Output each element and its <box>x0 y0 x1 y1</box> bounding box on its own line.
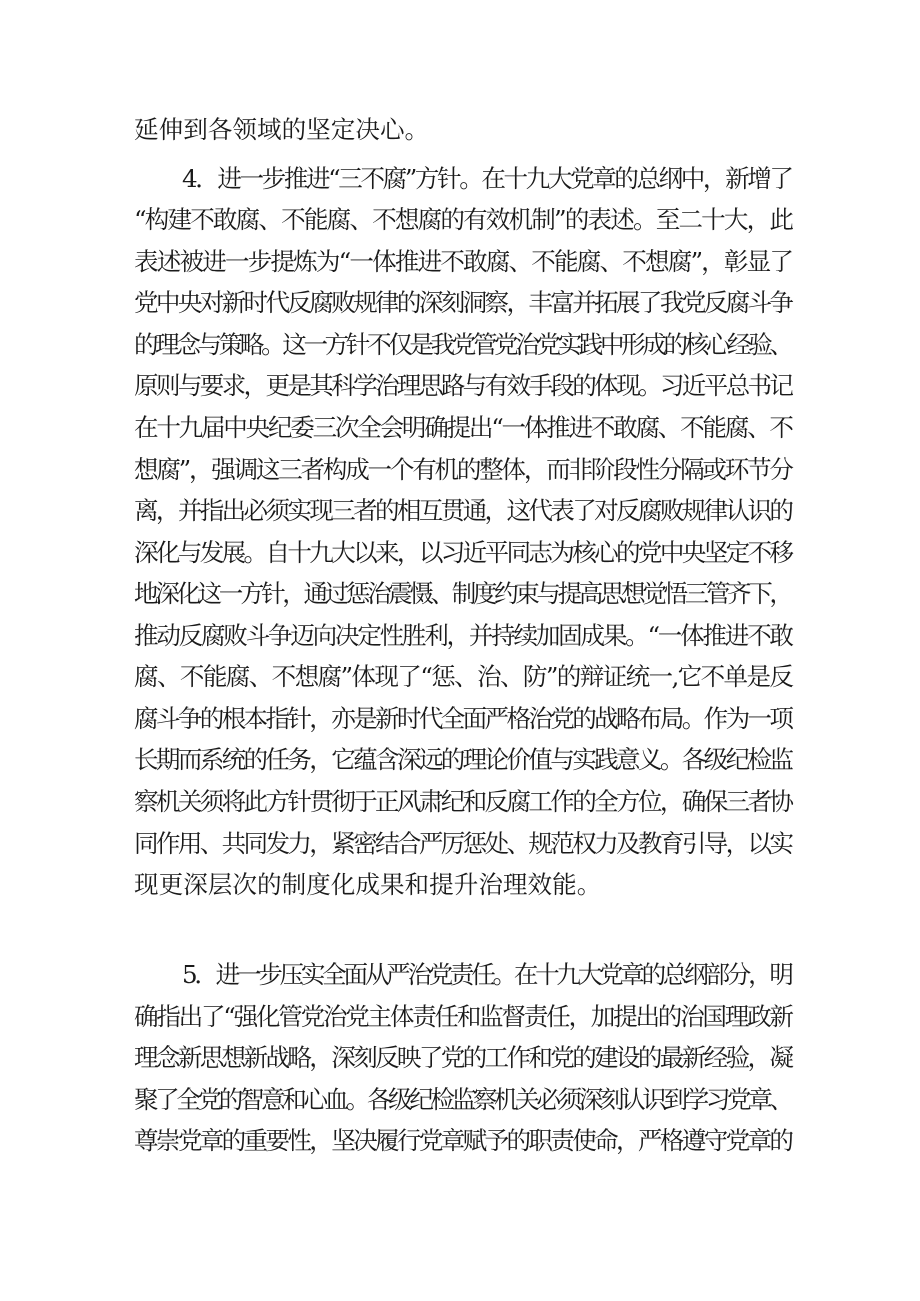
paragraph-2-line-14: 腐斗争的根本指针，亦是新时代全面严格治党的战略布局。作为一项 <box>134 704 792 733</box>
paragraph-2-line-15: 长期而系统的任务，它蕴含深远的理论价值与实践意义。各级纪检监 <box>134 745 792 774</box>
paragraph-2-line-11: 地深化这一方针，通过惩治震慑、制度约束与提高思想觉悟三管齐下， <box>134 579 791 608</box>
paragraph-2-line-16: 察机关须将此方针贯彻于正风肃纪和反腐工作的全方位，确保三者协 <box>134 787 792 816</box>
paragraph-2-line-10: 深化与发展。自十九大以来，以习近平同志为核心的党中央坚定不移 <box>134 538 792 567</box>
paragraph-2-line-7: 在十九届中央纪委三次全会明确提出“一体推进不敢腐、不能腐、不 <box>134 413 792 442</box>
paragraph-3-line-3: 理念新思想新战略，深刻反映了党的工作和党的建设的最新经验，凝 <box>134 1043 792 1072</box>
paragraph-2-line-5: 的理念与策略。这一方针不仅是我党管党治党实践中形成的核心经验、 <box>134 330 791 359</box>
paragraph-2-line-4: 党中央对新时代反腐败规律的深刻洞察，丰富并拓展了我党反腐斗争 <box>134 288 792 317</box>
paragraph-2-line-9: 离，并指出必须实现三者的相互贯通，这代表了对反腐败规律认识的 <box>134 496 792 525</box>
paragraph-2-line-13: 腐、不能腐、不想腐”体现了“惩、治、防”的辩证统一,它不单是反 <box>134 662 793 691</box>
paragraph-2-line-8: 想腐”，强调这三者构成一个有机的整体，而非阶段性分隔或环节分 <box>134 455 792 484</box>
paragraph-2-line-6: 原则与要求，更是其科学治理思路与有效手段的体现。习近平总书记 <box>134 371 792 400</box>
paragraph-2-line-18: 现更深层次的制度化成果和提升治理效能。 <box>134 870 602 899</box>
paragraph-2-line-17: 同作用、共同发力，紧密结合严厉惩处、规范权力及教育引导，以实 <box>134 829 792 858</box>
paragraph-3-line-5: 尊崇党章的重要性，坚决履行党章赋予的职责使命，严格遵守党章的 <box>134 1126 792 1155</box>
paragraph-3-line-1: 5．进一步压实全面从严治党责任。在十九大党章的总纲部分，明 <box>182 960 791 989</box>
paragraph-3-line-4: 聚了全党的智意和心血。各级纪检监察机关必须深刻认识到学习党章、 <box>134 1085 791 1114</box>
paragraph-2-line-3: 表述被进一步提炼为“一体推进不敢腐、不能腐、不想腐”，彰显了 <box>134 247 793 276</box>
paragraph-3-line-2: 确指出了“强化管党治党主体责任和监督责任，加提出的治国理政新 <box>134 1002 792 1031</box>
paragraph-2-line-2: “构建不敢腐、不能腐、不想腐的有效机制”的表述。至二十大，此 <box>134 205 793 234</box>
paragraph-2-line-1: 4．进一步推进“三不腐”方针。在十九大党章的总纲中，新增了 <box>182 164 792 193</box>
paragraph-2-line-12: 推动反腐败斗争迈向决定性胜利，并持续加固成果。“一体推进不敢 <box>134 621 792 650</box>
paragraph-2-line-19 <box>134 907 794 947</box>
paragraph-1-line-1: 延伸到各领域的坚定决心。 <box>134 115 430 144</box>
